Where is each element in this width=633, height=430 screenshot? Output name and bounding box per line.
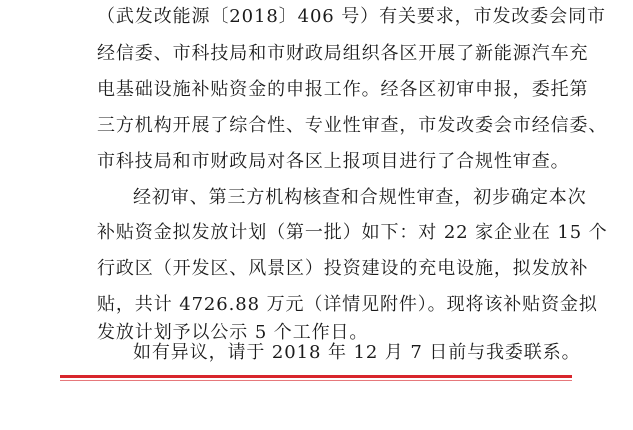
red-divider-rule [60, 375, 572, 378]
text-line: 行政区（开发区、风景区）投资建设的充电设施，拟发放补 [97, 258, 589, 279]
text-line: 补贴资金拟发放计划（第一批）如下：对 22 家企业在 15 个 [97, 222, 608, 243]
text-line: 三方机构开展了综合性、专业性审查，市发改委会市经信委、 [97, 115, 608, 136]
text-line: 市科技局和市财政局对各区上报项目进行了合规性审查。 [97, 151, 570, 172]
text-line: （武发改能源〔2018〕406 号）有关要求，市发改委会同市 [97, 6, 606, 27]
text-line: 发放计划予以公示 5 个工作日。 [97, 322, 369, 343]
text-line: 贴，共计 4726.88 万元（详情见附件）。现将该补贴资金拟 [97, 294, 598, 315]
red-divider-rule-thin [60, 380, 572, 381]
text-line: 经信委、市科技局和市财政局组织各区开展了新能源汽车充 [97, 43, 589, 64]
text-line: 经初审、第三方机构核查和合规性审查，初步确定本次 [133, 187, 587, 208]
text-line: 电基础设施补贴资金的申报工作。经各区初审申报，委托第 [97, 79, 589, 100]
paragraph-3: 如有异议，请于 2018 年 12 月 7 日前与我委联系。 [133, 342, 581, 363]
